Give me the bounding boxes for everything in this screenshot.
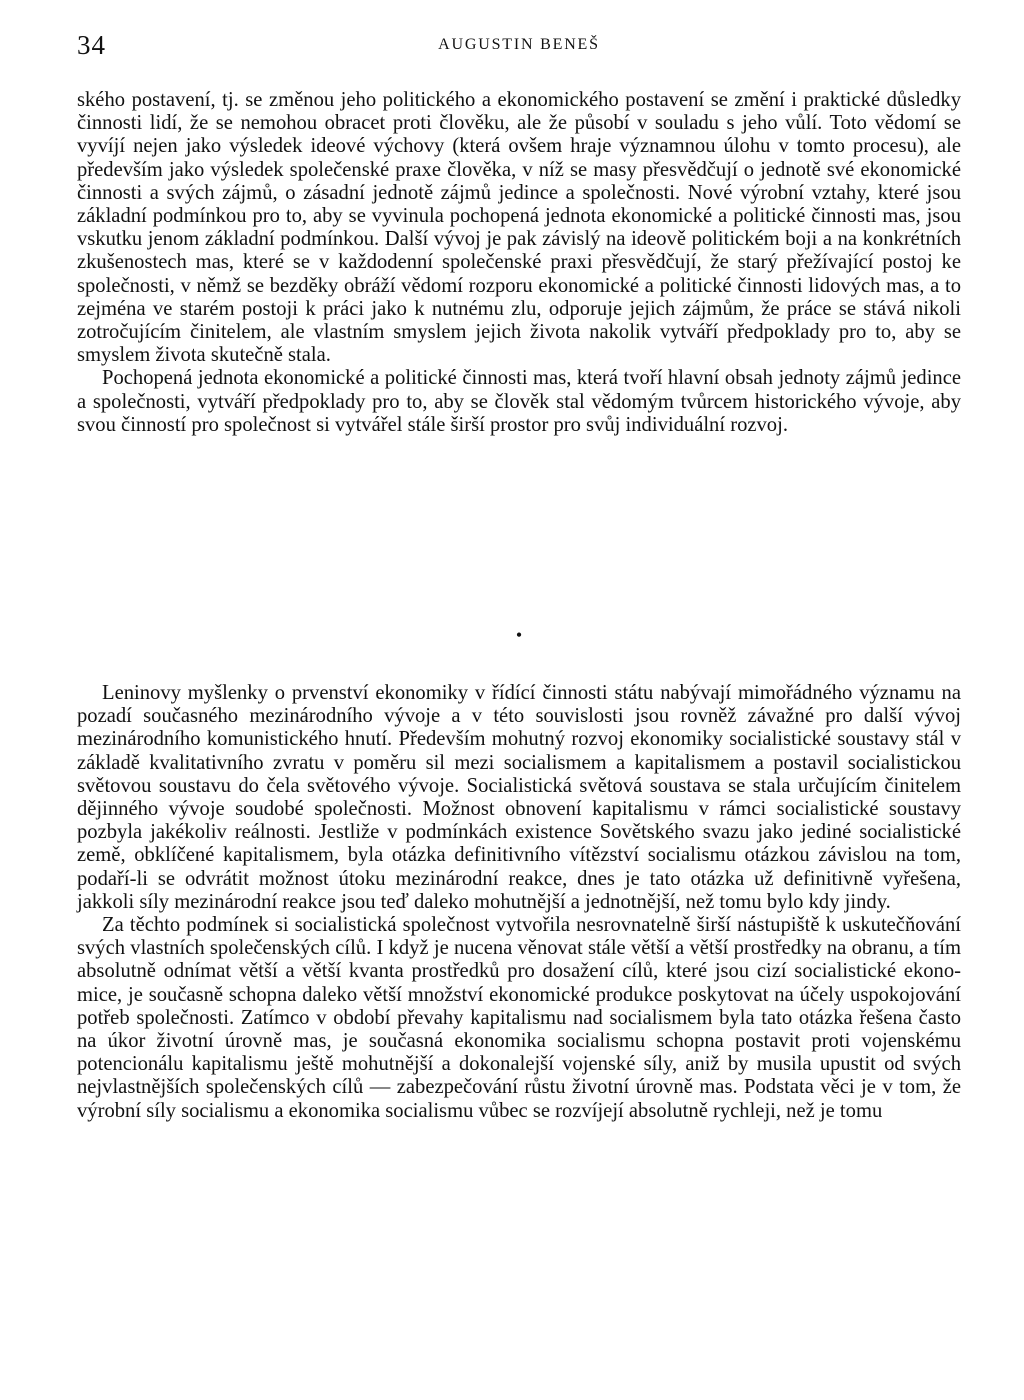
- text-section-two: [77, 682, 961, 1123]
- running-header: [77, 30, 961, 60]
- text-section-one: [77, 89, 961, 437]
- paragraph: Leninovy myšlenky o prvenství ekonomiky v řídící činnosti státu nabývají mimořádného významu na pozadí současného mezinárodního vývoje a v této souvislosti jsou rovněž závažné pro další vývoj mezinárodního komunistického hnutí. Především mohutný rozvoj ekonomiky socialistické soustavy stál v základě kvalitativního zvratu v poměru sil mezi socialismem a kapitalismem a postavil socialistickou světovou soustavu do čela světového vývoje. Socialistická světová soustava se stala určujícím činitelem dějinného vývoje soudobé společnosti. Možnost obnovení kapitalismu v rámci socialistické soustavy pozbyla jakékoliv reálnosti. Jestliže v podmínkách existence Sovětského svazu jako jediné socialistické země, obklíčené kapitalismem, byla otázka definitivního vítězství socialismu otázkou závislou na tom, podaří-li se odvrátit možnost útoku mezinárodní reakce, dnes je tato otázka už definitivně vyřešena, jakkoli síly mezinárodní reakce jsou teď daleko mohutnější a jednotnější, než tomu bylo kdy jindy.: [77, 682, 961, 913]
- section-separator: •: [515, 625, 523, 645]
- book-page: [77, 0, 961, 1400]
- paragraph: Za těchto podmínek si socialistická společnost vytvořila nesrovnatelně širší nástupiště k uskutečňování svých vlastních společenských cílů. I když je nucena věnovat stále větší a větší prostředky na obranu, a tím absolutně odnímat větší a větší kvanta prostředků pro dosažení cílů, které jsou cizí socialistické ekonomice, je současně schopna daleko větší množství ekonomické produkce poskytovat na účely uspokojování potřeb společnosti. Zatímco v období převahy kapitalismu nad socialismem byla tato otázka řešena často na úkor životní úrovně mas, je současná ekonomika socialismu schopna postavit proti vojenskému potencionálu kapitalismu ještě mohutnější a dokonalejší vojenské síly, aniž by musila upustit od svých nejvlastnějších společenských cílů — zabezpečování růstu životní úrovně mas. Podstata věci je v tom, že výrobní síly socialismu a ekonomika socialismu vůbec se rozvíjejí absolutně rychleji, než je tomu: [77, 914, 961, 1122]
- page-number: 34: [77, 30, 106, 60]
- paragraph: Pochopená jednota ekonomické a politické činnosti mas, která tvoří hlavní obsah jednoty zájmů jedince a společnosti, vytváří předpoklady pro to, aby se člověk stal vědomým tvůrcem historického vývoje, aby svou činností pro společnost si vytvářel stále širší prostor pro svůj individuální rozvoj.: [77, 367, 961, 436]
- paragraph-continued: ského postavení, tj. se změnou jeho politického a ekonomického postavení se změní i praktické důsledky činnosti lidí, že se nemohou obracet proti člověku, ale že působí v souladu s jeho vůlí. Toto vědomí se vyvíjí nejen jako výsledek ideové výchovy (která ovšem hraje významnou úlohu v tomto procesu), ale především jako výsledek společenské praxe člověka, v níž se masy přesvědčují o jednotě své ekonomické činnosti a svých zájmů, o zásadní jednotě zájmů jedince a společnosti. Nové výrobní vztahy, které jsou základní podmínkou pro to, aby se vyvinula pochopená jednota ekonomické a politické činnosti mas, jsou vskutku jenom základní podmínkou. Další vývoj je pak závislý na ideově politickém boji a na konkrétních zkušenostech mas, které se v každodenní společenské praxi přesvědčují, že starý přežívající postoj ke společnosti, v němž se bezděky obráží vědomí rozporu ekonomické a politické činnosti lidových mas, a to zejména ve starém postoji k práci jako k nutnému zlu, odporuje jejich zájmům, že práce se stává nikoli zotročujícím činitelem, ale vlastním smyslem jejich života nakolik vytváří předpoklady pro to, aby se smyslem života skutečně stala.: [77, 89, 961, 367]
- running-title: AUGUSTIN BENEŠ: [438, 36, 600, 53]
